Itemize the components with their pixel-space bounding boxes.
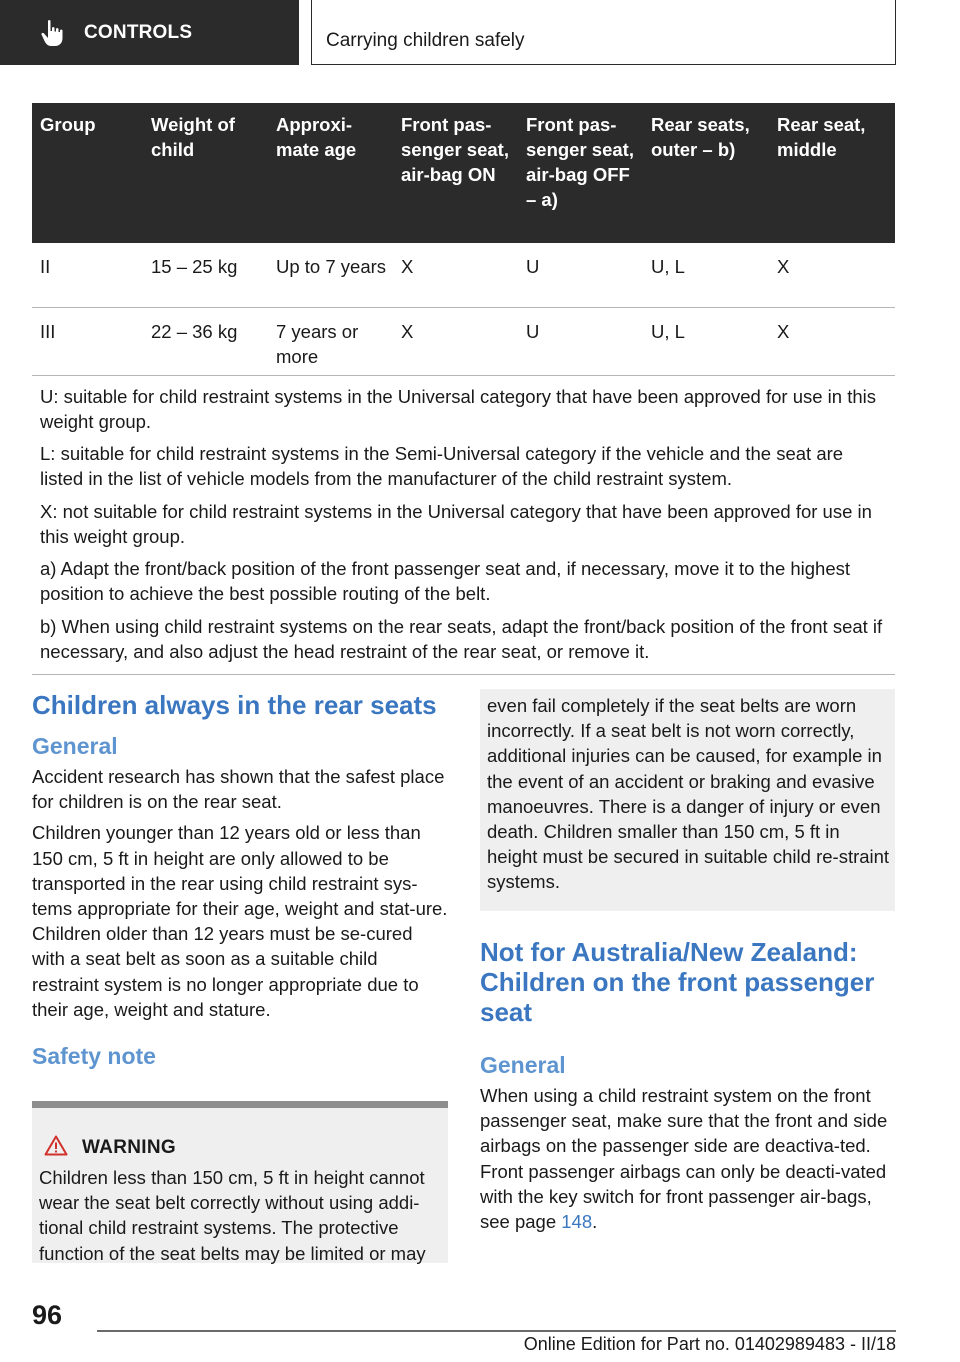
note-a: a) Adapt the front/back position of the front passenger seat and, if necessary, move it to the highest position to achieve the best possible routing of the belt. bbox=[40, 558, 851, 604]
right-column bbox=[480, 937, 896, 1234]
table-cell: 7 years or more bbox=[268, 307, 393, 375]
note-l: L: suitable for child restraint systems in the Semi-Universal category if the vehicle and the seat are listed in the list of vehicle models from the manufacturer of the child restraint system. bbox=[40, 443, 844, 489]
page-link[interactable]: 148 bbox=[561, 1211, 593, 1233]
table-cell: 15 – 25 kg bbox=[143, 243, 268, 307]
table-cell: U bbox=[518, 307, 643, 375]
warning-continued-box bbox=[480, 689, 895, 911]
table-cell: II bbox=[32, 243, 143, 307]
warning-text: Children less than 150 cm, 5 ft in height cannot wear the seat belt correctly without using addi-tional child restraint systems. The protective function of the seat belts may be limited or may bbox=[39, 1167, 426, 1264]
section-heading: Not for Australia/New Zealand: Children on the front passenger seat bbox=[480, 937, 875, 1027]
header-section-tab bbox=[0, 0, 299, 65]
warning-box bbox=[32, 1101, 448, 1263]
paragraph: Children younger than 12 years old or less than 150 cm, 5 ft in height are only allowed to be transported in the rear using child restraint sys-tems appropriate for their age, weight and stat-ure. Children older than 12 years must be se-cured with a seat belt as soon as a suitable child restraint system is no longer appropriate due to their age, weight and stature. bbox=[32, 822, 448, 1020]
section-label: CONTROLS bbox=[84, 21, 193, 43]
warning-label: WARNING bbox=[82, 1137, 176, 1158]
column-header: Weight of child bbox=[143, 103, 268, 243]
column-header: Group bbox=[32, 103, 143, 243]
table-row bbox=[32, 243, 895, 307]
section-heading: Children always in the rear seats bbox=[32, 690, 437, 720]
table-notes-row bbox=[32, 375, 895, 674]
paragraph-end: . bbox=[592, 1211, 598, 1233]
table-row bbox=[32, 307, 895, 375]
paragraph: Accident research has shown that the safest place for children is on the rear seat. bbox=[32, 766, 445, 813]
table-header-row bbox=[32, 103, 895, 243]
column-header: Rear seat, middle bbox=[769, 103, 895, 243]
page-number: 96 bbox=[32, 1300, 63, 1330]
table-cell: X bbox=[769, 243, 895, 307]
column-header: Approxi-mate age bbox=[268, 103, 393, 243]
paragraph-text: When using a child restraint system on the front passenger seat, make sure that the front and side airbags on the passenger side are deactiva-ted. Front passenger airbags can only be deacti-vated with the key switch for front passenger air-bags, see page bbox=[480, 1085, 888, 1233]
table-cell: U bbox=[518, 243, 643, 307]
note-x: X: not suitable for child restraint systems in the Universal category that have been approved for use in this weight group. bbox=[40, 500, 872, 547]
table-cell: X bbox=[769, 307, 895, 375]
warning-continued-text: even fail completely if the seat belts are worn incorrectly. If a seat belt is not worn correctly, additional injuries can be caused, for example in the event of an accident or braking and evasive manoeuvres. There is a danger of injury or even death. Children smaller than 150 cm, 5 ft in height must be secured in suitable child re-straint systems. bbox=[487, 695, 890, 893]
table-notes bbox=[32, 375, 895, 674]
safety-note-heading: Safety note bbox=[32, 1043, 156, 1070]
table-cell: 22 – 36 kg bbox=[143, 307, 268, 375]
chapter-title: Carrying children safely bbox=[326, 30, 525, 51]
paragraph bbox=[480, 1083, 896, 1234]
table-cell: III bbox=[32, 307, 143, 375]
table-cell: U, L bbox=[643, 243, 769, 307]
column-header: Front pas-senger seat, air-bag ON bbox=[393, 103, 518, 243]
column-header: Rear seats, outer – b) bbox=[643, 103, 769, 243]
column-header: Front pas-senger seat, air-bag OFF – a) bbox=[518, 103, 643, 243]
child-seat-table bbox=[32, 103, 895, 675]
left-column bbox=[32, 690, 448, 1070]
table-cell: U, L bbox=[643, 307, 769, 375]
hand-pointer-icon bbox=[38, 18, 68, 48]
note-b: b) When using child restraint systems on the rear seats, adapt the front/back position of the front seat if necessary, and also adjust the head restraint of the rear seat, or remove it. bbox=[40, 615, 883, 662]
warning-triangle-icon bbox=[44, 1135, 68, 1161]
warning-header bbox=[44, 1135, 176, 1161]
footer-divider bbox=[97, 1330, 896, 1332]
general-heading: General bbox=[32, 733, 118, 759]
note-u: U: suitable for child restraint systems in the Universal category that have been approved for use in this weight group. bbox=[40, 385, 877, 432]
general-heading: General bbox=[480, 1052, 566, 1078]
header-title-box bbox=[311, 0, 896, 65]
table-cell: X bbox=[393, 243, 518, 307]
table-cell: Up to 7 years bbox=[268, 243, 393, 307]
footer-edition: Online Edition for Part no. 01402989483 - II/18 bbox=[523, 1334, 896, 1354]
table-cell: X bbox=[393, 307, 518, 375]
